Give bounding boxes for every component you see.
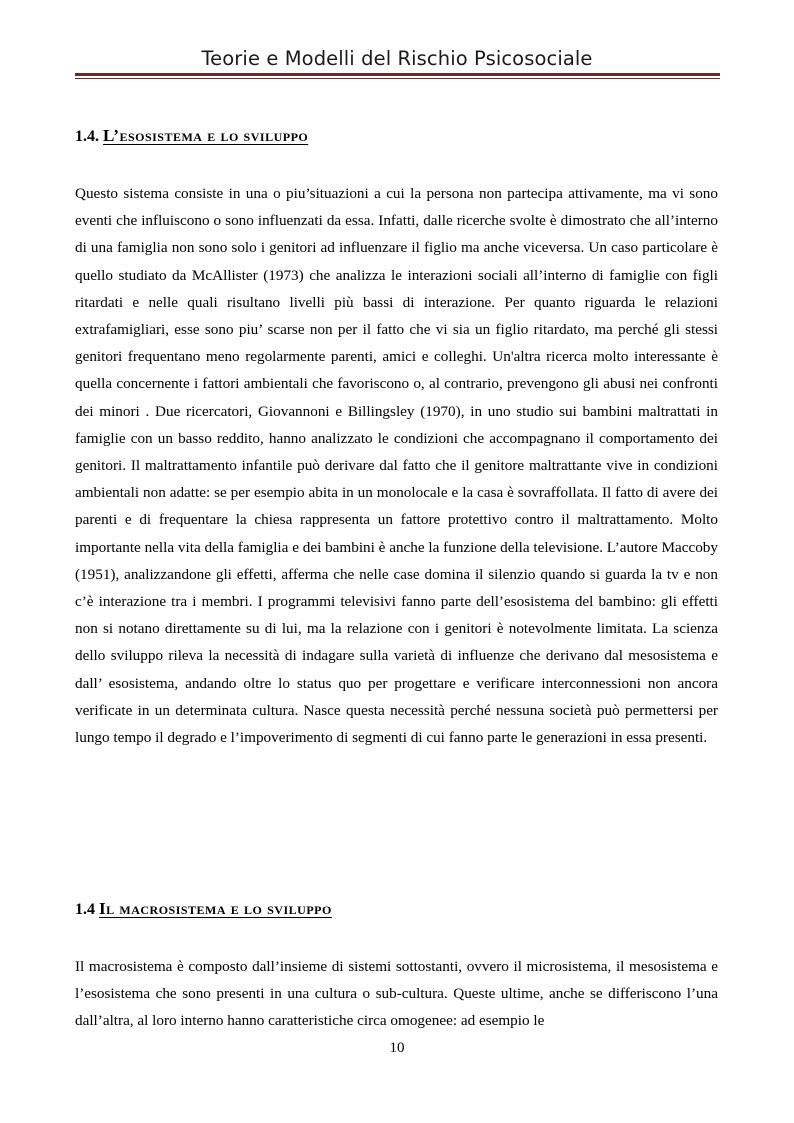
section-number: 1.4 xyxy=(75,901,95,918)
header-rule-thin xyxy=(75,78,720,79)
section-heading-macrosistema xyxy=(75,899,332,919)
section-number: 1.4. xyxy=(75,128,99,145)
paragraph-macrosistema: Il macrosistema è composto dall’insieme di sistemi sottostanti, ovvero il microsistema, il mesosistema e l’esosistema che sono presenti in una cultura o sub-cultura. Queste ultime, anche se differiscono l’una dall’altra, al loro interno hanno caratteristiche circa omogenee: ad esempio le xyxy=(75,958,718,1030)
running-header-title: Teorie e Modelli del Rischio Psicosociale xyxy=(201,47,593,70)
section-title: L’esosistema e lo sviluppo xyxy=(103,126,309,145)
page-number: 10 xyxy=(389,1040,405,1056)
section-title: Il macrosistema e lo sviluppo xyxy=(99,899,332,918)
section-heading-esosistema xyxy=(75,126,308,146)
paragraph-esosistema: Questo sistema consiste in una o piu’situazioni a cui la persona non partecipa attivamente, ma vi sono eventi che influiscono o sono influenzati da essa. Infatti, dalle ricerche svolte è dimostrato che all’interno di una famiglia non sono solo i genitori ad influenzare il figlio ma anche viceversa. Un caso particolare è quello studiato da McAllister (1973) che analizza le interazioni sociali all’interno di famiglie con figli ritardati e nelle quali risultano livelli più bassi di interazione. Per quanto riguarda le relazioni extrafamigliari, esse sono piu’ scarse non per il fatto che vi sia un figlio ritardato, ma perché gli stessi genitori frequentano meno regolarmente parenti, amici e colleghi. Un'altra ricerca molto interessante è quella concernente i fattori ambientali che favoriscono o, al contrario, prevengono gli abusi nei confronti dei minori . Due ricercatori, Giovannoni e Billingsley (1970), in uno studio sui bambini maltrattati in famiglie con un basso reddito, hanno analizzato le condizioni che accompagnano il comportamento dei genitori. Il maltrattamento infantile può derivare dal fatto che il genitore maltrattante vive in condizioni ambientali non adatte: se per esempio abita in un monolocale e la casa è sovraffollata. Il fatto di avere dei parenti e di frequentare la chiesa rappresenta un fattore protettivo contro il maltrattamento. Molto importante nella vita della famiglia e dei bambini è anche la funzione della televisione. L’autore Maccoby (1951), analizzandone gli effetti, afferma che nelle case domina il silenzio quando si guarda la tv e non c’è interazione tra i membri. I programmi televisivi fanno parte dell’esosistema del bambino: gli effetti non si notano direttamente su di lui, ma la relazione con i genitori è notevolmente limitata. La scienza dello sviluppo rileva la necessità di indagare sulla varietà di influenze che derivano dal mesosistema e dall’ esosistema, andando oltre lo status quo per progettare e verificare interconnessioni non ancora verificate in un determinata cultura. Nasce questa necessità perché nessuna società può permettersi per lungo tempo il degrado e l’impoverimento di segmenti di cui fanno parte le generazioni in essa presenti. xyxy=(75,185,718,747)
header-rule-thick xyxy=(75,73,720,76)
